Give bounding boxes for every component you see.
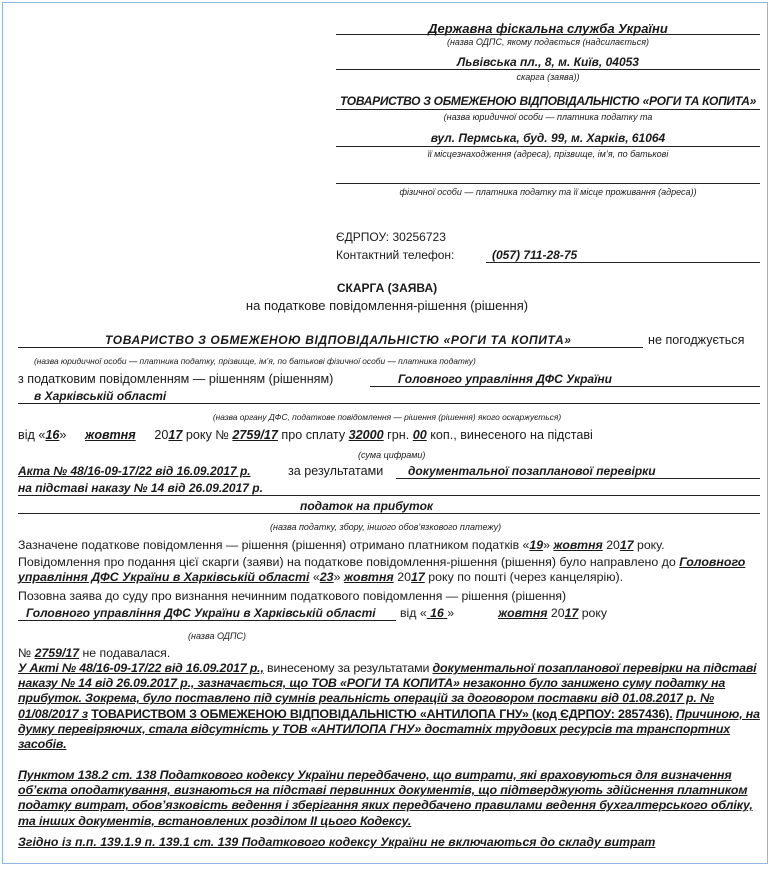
lawsuit: Позовна заява до суду про визнання нечинним податкового повідомлення — рішення (рішення) <box>18 589 567 603</box>
cap-odps: (назва ОДПС) <box>188 631 246 641</box>
physical-caption: фізичної особи — платника податку та її місце проживання (адреса)) <box>399 187 697 197</box>
order-line <box>18 495 760 496</box>
kop-post: коп., винесеного на підставі <box>430 428 593 442</box>
act: Акта № 48/16-09-17/22 від 16.09.2017 р. <box>18 464 251 478</box>
lawsuit-authority: Головного управління ДФС України в Харківській області <box>26 606 376 620</box>
org-caption: (назва ОДПС, якому подається (надсилається) <box>446 37 650 47</box>
sent-authority: Головного управління ДФС України в Харківській області <box>18 555 746 585</box>
date-row: від «16» жовтня 2017 року № 2759/17 про сплату 32000 грн. 00 коп., винесеного на підставі <box>18 428 593 442</box>
inspection-type: документальної позапланової перевірки <box>408 464 656 478</box>
edrpou: ЄДРПОУ: 30256723 <box>336 230 446 244</box>
phone-line <box>486 262 760 263</box>
amount: 32000 <box>348 428 384 442</box>
received-row: Зазначене податкове повідомлення — рішення (рішення) отримано платником податків «19» жовтня 2017 року. <box>18 538 665 552</box>
authority-1: Головного управління ДФС України <box>398 372 612 386</box>
sent-month: жовтня <box>343 570 394 585</box>
disagree-text: не погоджується <box>648 333 745 347</box>
lawsuit-year-post: року <box>581 606 608 620</box>
authority-line-1 <box>370 386 760 387</box>
order: на підставі наказу № 14 від 26.09.2017 р. <box>18 481 263 495</box>
p1-results: винесеному за результатами <box>267 661 430 675</box>
sent-year: 17 <box>410 570 425 585</box>
received-pre: Зазначене податкове повідомлення — рішення (рішення) отримано платником податків « <box>18 538 530 552</box>
title-line2: на податкове повідомлення-рішення (рішення) <box>245 298 529 313</box>
sent-day: 23 <box>319 570 334 585</box>
paragraph-2: Пунктом 138.2 ст. 138 Податкового кодексу України передбачено, що витрати, які враховуються для визначення об’єкта оподаткування, визнаються на підставі первинних документів, що підтверджують здійснення платником податку витрат, обов’язковість ведення і зберігання яких передбачено правилами ведення бухгалтерського обліку, та інших документів, встановлених розділом ІІ цього Кодексу. <box>18 768 753 828</box>
lawsuit-date: від « 16 » жовтня 2017 року <box>400 606 608 620</box>
received-month: жовтня <box>553 538 603 552</box>
taxpayer-caption: (назва юридичної особи — платника податку та <box>443 112 653 122</box>
from-pre: від « <box>18 428 46 442</box>
tax-line <box>18 513 760 514</box>
received-day: 19 <box>529 538 544 552</box>
cap-taxpayer: (назва юридичної особи — платника податку, прізвище, ім’я, по батькові фізичної особи — платника податку) <box>34 356 476 366</box>
taxpayer-address: вул. Пермська, буд. 99, м. Харків, 61064 <box>430 131 666 145</box>
sent-pre: Повідомлення про подання цієї скарги (заяви) на податкове повідомлення-рішення (рішення) було направлено до <box>18 555 676 569</box>
taxpayer-line <box>336 109 760 110</box>
authority-line-2 <box>18 403 760 404</box>
taxpayer-address-line <box>336 146 760 147</box>
title-line1: СКАРГА (ЗАЯВА) <box>336 281 438 295</box>
cap-authority: (назва органу ДФС, податкове повідомлення — рішення (рішення) якого оскаржується) <box>212 412 562 422</box>
taxpayer-row-line <box>18 347 643 348</box>
lawsuit-month: жовтня <box>498 606 548 620</box>
address-line <box>336 69 760 70</box>
lawsuit-authority-line <box>18 620 396 621</box>
results-label: за результатами <box>288 464 384 478</box>
org-line <box>336 34 760 35</box>
sent-post: року по пошті (через канцелярію). <box>428 570 624 585</box>
complaint-caption: скарга (заява)) <box>516 72 580 82</box>
p1-details: документальної позапланової перевірки на підставі наказу № 14 від 26.09.2017 р., зазначається, що ТОВ «РОГИ ТА КОПИТА» незаконно було занижено суму податку на прибуток. Зокрема, було поставлено під сумнів реальність операцій за договором поставки від 01.08.2017 р. № 01/08/2017 з <box>18 661 757 721</box>
authority-2: в Харківській області <box>34 389 167 403</box>
p1-act: У Акті № 48/16-09-17/22 від 16.09.2017 р., <box>18 661 264 675</box>
not-filed-row <box>18 646 170 660</box>
sent-paragraph: Повідомлення про подання цієї скарги (заяви) на податкове повідомлення-рішення (рішення) було направлено до Головного управління ДФС України в Харківській області «23» жовтня 2017 року по пошті (через канцелярію). <box>18 555 746 585</box>
p1-counterparty: ТОВАРИСТВОМ З ОБМЕЖЕНОЮ ВІДПОВІДАЛЬНІСТЮ «АНТИЛОПА ГНУ» (код ЄДРПОУ: 2857436). <box>91 706 673 721</box>
not-filed: не подавалася. <box>82 646 171 660</box>
taxpayer-name: ТОВАРИСТВО З ОБМЕЖЕНОЮ ВІДПОВІДАЛЬНІСТЮ «РОГИ ТА КОПИТА» <box>339 94 757 108</box>
notice-number: 2759/17 <box>232 428 278 442</box>
received-year: 17 <box>619 538 634 552</box>
physical-line <box>336 183 760 184</box>
phone-label: Контактний телефон: <box>336 248 455 262</box>
org-address: Львівська пл., 8, м. Київ, 04053 <box>457 55 639 69</box>
address-caption: її місцезнаходження (адреса), прізвище, ім’я, по батькові <box>427 149 669 159</box>
payment-pre: про сплату <box>281 428 346 442</box>
uah: грн. <box>387 428 410 442</box>
lawsuit-year-pre: 20 <box>550 606 565 620</box>
cap-amount: (сума цифрами) <box>358 450 426 460</box>
org-name: Державна фіскальна служба України <box>428 21 668 36</box>
year: 17 <box>168 428 183 442</box>
body-taxpayer-name: ТОВАРИСТВО З ОБМЕЖЕНОЮ ВІДПОВІДАЛЬНІСТЮ «РОГИ ТА КОПИТА» <box>105 333 572 347</box>
with-notice: з податковим повідомленням — рішенням (рішенням) <box>18 372 334 386</box>
paragraph-3: Згідно із п.п. 139.1.9 п. 139.1 ст. 139 Податкового кодексу України не включаються до складу витрат <box>18 835 656 849</box>
received-post: року. <box>636 538 665 552</box>
lawsuit-from: від « <box>400 606 427 620</box>
day: 16 <box>45 428 60 442</box>
received-year-pre: 20 <box>606 538 620 552</box>
sent-year-pre: 20 <box>397 570 411 585</box>
year-pre: 20 <box>154 428 169 442</box>
cap-tax: (назва податку, збору, іншого обов’язкового платежу) <box>270 522 502 532</box>
year-post: року № <box>185 428 229 442</box>
lawsuit-year: 17 <box>564 606 579 620</box>
p1-reason: Причиною, на думку перевіряючих, стала відсутність у ТОВ «АНТИЛОПА ГНУ» достатніх трудових ресурсів та транспортних засобів. <box>18 706 760 752</box>
phone-value: (057) 711-28-75 <box>492 248 578 262</box>
kop: 00 <box>412 428 427 442</box>
inspection-line <box>396 478 760 479</box>
month: жовтня <box>85 428 136 442</box>
no-prefix: № <box>18 646 32 660</box>
lawsuit-day: 16 <box>430 606 444 620</box>
tax-name: податок на прибуток <box>300 499 433 513</box>
paragraph-1 <box>18 661 760 752</box>
no-number: 2759/17 <box>34 646 80 660</box>
